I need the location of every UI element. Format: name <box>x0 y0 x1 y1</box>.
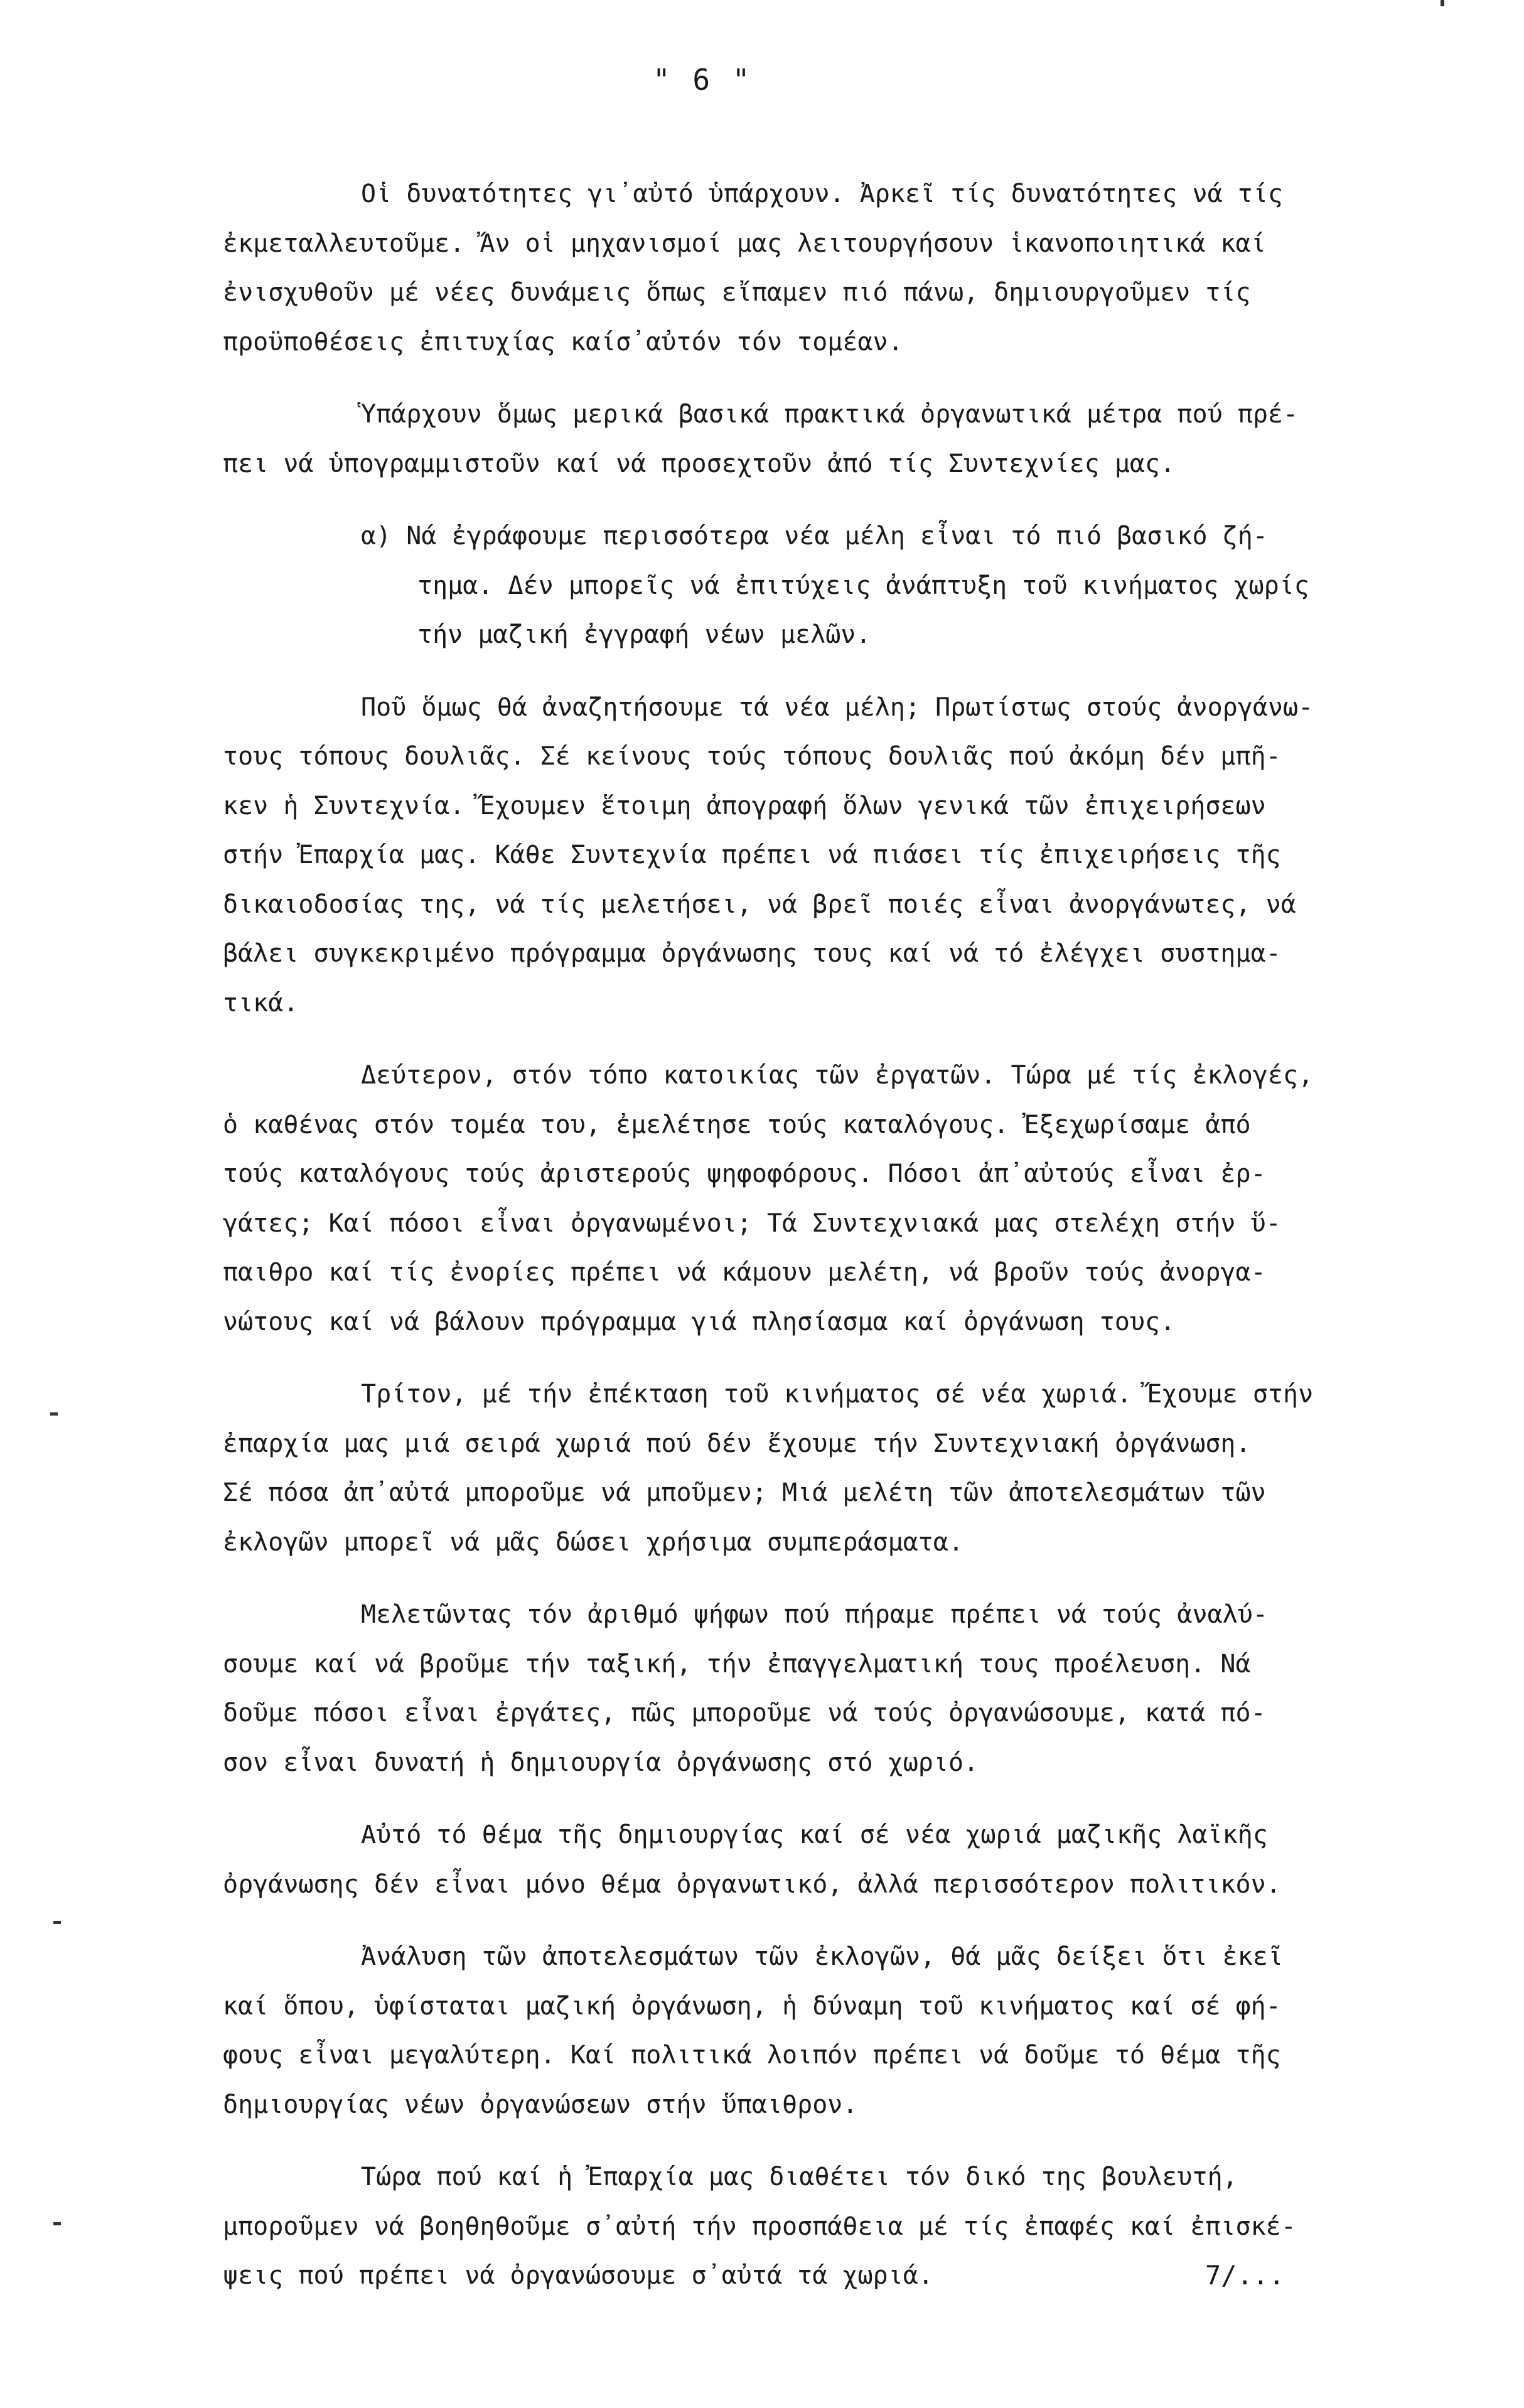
scan-speck <box>53 2222 61 2225</box>
paragraph <box>223 1590 1428 1787</box>
text-line: ἐκλογῶν μπορεῖ νά μᾶς δώσει χρήσιμα συμπεράσματα. <box>223 1527 964 1557</box>
text-line: Οἱ δυνατότητες γι᾽αὐτό ὑπάρχουν. Ἀρκεῖ τίς δυνατότητες νά τίς <box>361 180 1284 208</box>
text-line: τους τόπους δουλιᾶς. Σέ κείνους τούς τόπους δουλιᾶς πού ἀκόμη δέν μπῆ- <box>223 742 1281 771</box>
page-number: " 6 " <box>653 63 753 97</box>
text-line: γάτες; Καί πόσοι εἶναι ὀργανωμένοι; Τά Συντεχνιακά μας στελέχη στήν ὕ- <box>223 1208 1281 1238</box>
text-line: Τώρα πού καί ἡ Ἐπαρχία μας διαθέτει τόν δικό της βουλευτή, <box>361 2163 1238 2191</box>
text-line: στήν Ἐπαρχία μας. Κάθε Συντεχνία πρέπει νά πιάσει τίς ἐπιχειρήσεις τῆς <box>223 841 1281 869</box>
paragraph <box>223 390 1428 488</box>
text-line: φους εἶναι μεγαλύτερη. Καί πολιτικά λοιπόν πρέπει νά δοῦμε τό θέμα τῆς <box>223 2041 1281 2070</box>
text-line: ἐνισχυθοῦν μέ νέες δυνάμεις ὅπως εἴπαμεν πιό πάνω, δημιουργοῦμεν τίς <box>223 278 1251 307</box>
text-line: Αὐτό τό θέμα τῆς δημιουργίας καί σέ νέα χωριά μαζικῆς λαϊκῆς <box>361 1820 1268 1849</box>
paragraph <box>223 1051 1428 1346</box>
text-line: Ὑπάρχουν ὅμως μερικά βασικά πρακτικά ὀργανωτικά μέτρα πού πρέ- <box>361 400 1299 429</box>
text-line: δικαιοδοσίας της, νά τίς μελετήσει, νά βρεῖ ποιές εἶναι ἀνοργάνωτες, νά <box>223 890 1296 919</box>
text-line: τικά. <box>223 988 299 1018</box>
scan-speck <box>1441 0 1444 6</box>
paragraph <box>223 1370 1428 1567</box>
text-line: δοῦμε πόσοι εἶναι ἐργάτες, πῶς μποροῦμε νά τούς ὀργανώσουμε, κατά πό- <box>223 1699 1266 1728</box>
text-line: βάλει συγκεκριμένο πρόγραμμα ὀργάνωσης τους καί νά τό ἐλέγχει συστημα- <box>223 939 1281 968</box>
text-line: α) Νά ἐγράφουμε περισσότερα νέα μέλη εἶναι τό πιό βασικό ζή- <box>361 522 1268 551</box>
text-line: ἐκμεταλλευτοῦμε. Ἄν οἱ μηχανισμοί μας λειτουργήσουν ἱκανοποιητικά καί <box>223 228 1266 258</box>
text-line: Δεύτερον, στόν τόπο κατοικίας τῶν ἐργατῶν. Τώρα μέ τίς ἐκλογές, <box>361 1061 1314 1090</box>
scan-speck <box>50 1412 58 1416</box>
text-line: Ἀνάλυση τῶν ἀποτελεσμάτων τῶν ἐκλογῶν, θά μᾶς δείξει ὅτι ἐκεῖ <box>361 1942 1284 1971</box>
scan-speck <box>53 1921 61 1924</box>
text-line: μποροῦμεν νά βοηθηθοῦμε σ᾽αὐτή τήν προσπάθεια μέ τίς ἐπαφές καί ἐπισκέ- <box>223 2212 1296 2241</box>
paragraph <box>223 1810 1428 1909</box>
text-line: προϋποθέσεις ἐπιτυχίας καίσ᾽αὐτόν τόν τομέαν. <box>223 327 903 357</box>
text-line: Ποῦ ὅμως θά ἀναζητήσουμε τά νέα μέλη; Πρωτίστως στούς ἀνοργάνω- <box>361 692 1314 722</box>
list-item <box>361 512 1428 660</box>
paragraph <box>223 683 1428 1028</box>
text-line: δημιουργίας νέων ὀργανώσεων στήν ὕπαιθρον. <box>223 2090 858 2119</box>
text-line: νώτους καί νά βάλουν πρόγραμμα γιά πλησίασμα καί ὀργάνωση τους. <box>223 1307 1176 1336</box>
text-line: κεν ἡ Συντεχνία. Ἔχουμεν ἕτοιμη ἀπογραφή ὅλων γενικά τῶν ἐπιχειρήσεων <box>223 791 1266 820</box>
text-line: ἐπαρχία μας μιά σειρά χωριά πού δέν ἔχουμε τήν Συντεχνιακή ὀργάνωση. <box>223 1429 1251 1458</box>
text-line: τημα. Δέν μπορεῖς νά ἐπιτύχεις ἀνάπτυξη τοῦ κινήματος χωρίς <box>417 571 1309 600</box>
body-text <box>223 169 1428 2324</box>
text-line: σον εἶναι δυνατή ἡ δημιουργία ὀργάνωσης στό χωριό. <box>223 1748 979 1777</box>
text-line: τούς καταλόγους τούς ἀριστερούς ψηφοφόρους. Πόσοι ἀπ᾽αὐτούς εἶναι ἐρ- <box>223 1159 1266 1188</box>
text-line: Τρίτον, μέ τήν ἐπέκταση τοῦ κινήματος σέ νέα χωριά. Ἔχουμε στήν <box>361 1380 1314 1409</box>
text-line: ψεις πού πρέπει νά ὀργανώσουμε σ᾽αὐτά τά χωριά. <box>223 2261 933 2290</box>
text-line: ὁ καθένας στόν τομέα του, ἐμελέτησε τούς καταλόγους. Ἐξεχωρίσαμε ἀπό <box>223 1110 1251 1139</box>
text-line: παιθρο καί τίς ἐνορίες πρέπει νά κάμουν μελέτη, νά βροῦν τούς ἀνοργα- <box>223 1258 1266 1287</box>
paragraph <box>223 169 1428 367</box>
text-line: Μελετῶντας τόν ἀριθμό ψήφων πού πήραμε πρέπει νά τούς ἀναλύ- <box>361 1600 1268 1629</box>
text-line: τήν μαζική ἐγγραφή νέων μελῶν. <box>417 620 871 649</box>
text-line: Σέ πόσα ἀπ᾽αὐτά μποροῦμε νά μποῦμεν; Μιά μελέτη τῶν ἀποτελεσμάτων τῶν <box>223 1478 1266 1507</box>
paragraph <box>223 1932 1428 2129</box>
text-line: σουμε καί νά βροῦμε τήν ταξική, τήν ἐπαγγελματική τους προέλευση. Νά <box>223 1649 1251 1679</box>
text-line: πει νά ὑπογραμμιστοῦν καί νά προσεχτοῦν ἀπό τίς Συντεχνίες μας. <box>223 449 1176 478</box>
text-line: ὀργάνωσης δέν εἶναι μόνο θέμα ὀργανωτικό, ἀλλά περισσότερον πολιτικόν. <box>223 1869 1281 1899</box>
text-line: καί ὅπου, ὑφίσταται μαζική ὀργάνωση, ἡ δύναμη τοῦ κινήματος καί σέ φή- <box>223 1991 1281 2021</box>
continuation-marker: 7/... <box>1205 2260 1285 2291</box>
